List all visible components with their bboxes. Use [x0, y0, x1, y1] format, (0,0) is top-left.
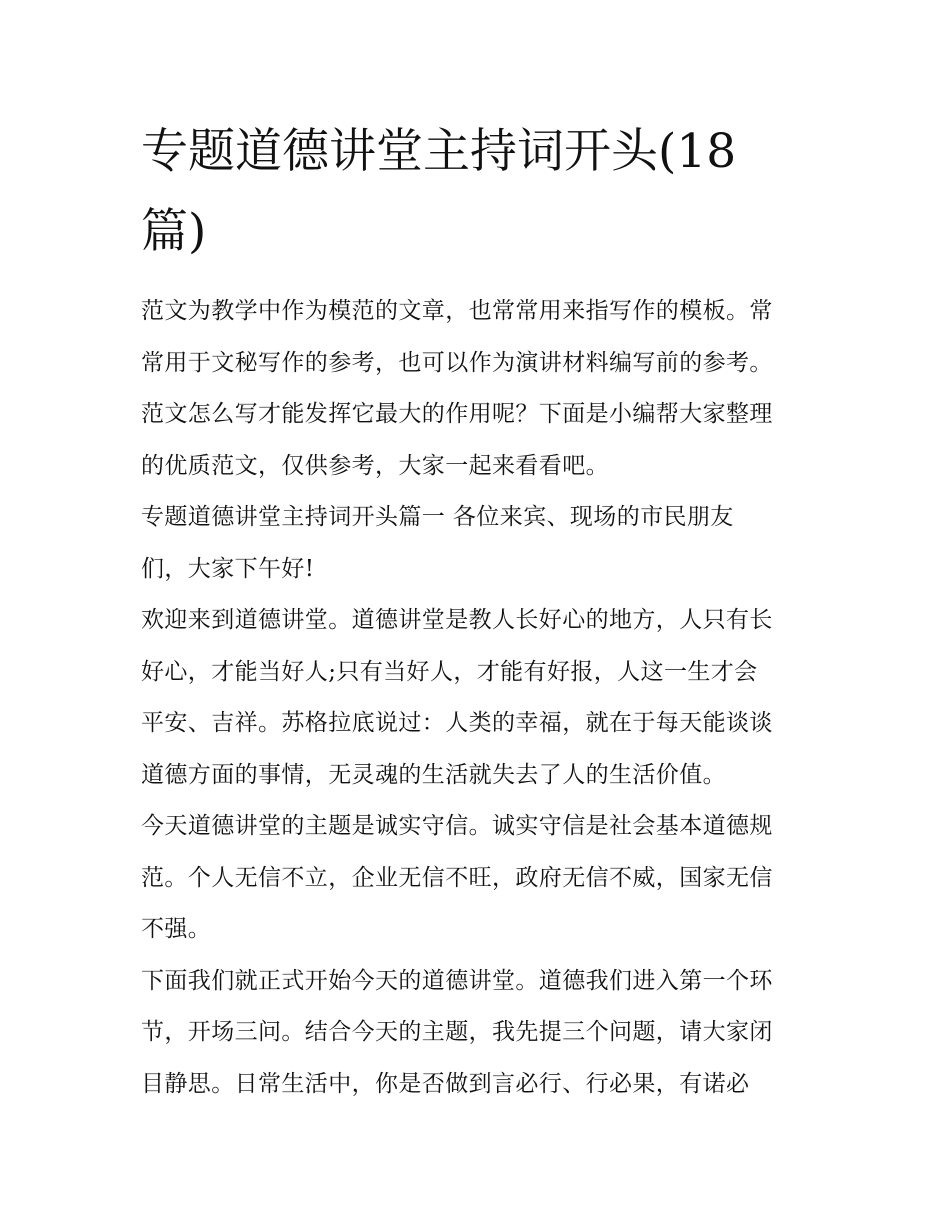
text-line: 欢迎来到道德讲堂。道德讲堂是教人长好心的地方，人只有长: [141, 607, 773, 633]
text-line: 道德方面的事情，无灵魂的生活就失去了人的生活价值。: [141, 761, 726, 788]
text-line: 的优质范文，仅供参考，大家一起来看看吧。: [141, 452, 609, 479]
text-line: 平安、吉祥。苏格拉底说过：人类的幸福，就在于每天能谈谈: [141, 710, 773, 736]
title-line: 篇): [141, 204, 207, 259]
text-line: 常用于文秘写作的参考，也可以作为演讲材料编写前的参考。: [141, 349, 773, 376]
text-line: 范文为教学中作为模范的文章，也常常用来指写作的模板。常: [141, 298, 773, 324]
section-heading-paragraph: [141, 492, 821, 595]
text-line: 下面我们就正式开始今天的道德讲堂。道德我们进入第一个环: [141, 967, 773, 994]
document-content: [141, 112, 821, 1110]
text-line: 专题道德讲堂主持词开头篇一 各位来宾、现场的市民朋友: [141, 504, 734, 530]
title-line: 专题道德讲堂主持词开头(18: [141, 124, 737, 179]
document-title: [141, 112, 821, 272]
theme-paragraph: [141, 801, 821, 956]
text-line: 目静思。日常生活中，你是否做到言必行、行必果，有诺必: [141, 1070, 750, 1097]
text-line: 节，开场三问。结合今天的主题，我先提三个问题，请大家闭: [141, 1019, 773, 1045]
text-line: 范文怎么写才能发挥它最大的作用呢？下面是小编帮大家整理: [141, 401, 773, 427]
text-line: 们，大家下午好!: [141, 555, 315, 582]
text-line: 范。个人无信不立，企业无信不旺，政府无信不威，国家无信: [141, 864, 773, 891]
intro-paragraph: [141, 286, 821, 492]
text-line: 不强。: [141, 916, 212, 942]
text-line: 好心，才能当好人;只有当好人，才能有好报，人这一生才会: [141, 658, 758, 685]
opening-paragraph: [141, 956, 821, 1111]
text-line: 今天道德讲堂的主题是诚实守信。诚实守信是社会基本道德规: [141, 813, 773, 839]
welcome-paragraph: [141, 595, 821, 801]
